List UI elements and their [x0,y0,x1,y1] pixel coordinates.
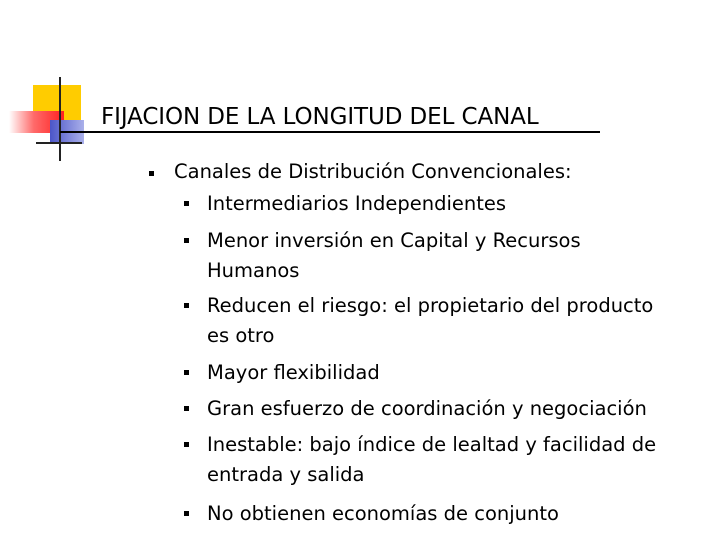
slide-title: FIJACION DE LA LONGITUD DEL CANAL [101,104,539,130]
sub-bullet-text: Menor inversión en Capital y Recursos Humanos [207,229,581,282]
sub-bullet-text: Reducen el riesgo: el propietario del producto es otro [207,294,654,347]
square-bullet-icon [184,238,189,243]
sub-bullet-text: Intermediarios Independientes [207,192,507,215]
square-bullet-icon [184,303,189,308]
square-bullet-icon [184,442,189,447]
square-bullet-icon [149,171,154,176]
square-bullet-icon [184,406,189,411]
square-bullet-icon [184,370,189,375]
sub-bullet-text: No obtienen economías de conjunto [207,502,559,525]
sub-bullet-text: Mayor flexibilidad [207,361,380,384]
square-bullet-icon [184,511,189,516]
logo-horizontal-line [36,142,82,144]
square-bullet-icon [184,201,189,206]
sub-bullet-text: Inestable: bajo índice de lealtad y facilidad de entrada y salida [207,433,657,486]
bullet-level1-text: Canales de Distribución Convencionales: [174,160,572,183]
title-underline [60,131,600,133]
logo-vertical-line [59,77,61,161]
sub-bullet-text: Gran esfuerzo de coordinación y negociación [207,397,647,420]
decorative-logo [0,0,120,170]
